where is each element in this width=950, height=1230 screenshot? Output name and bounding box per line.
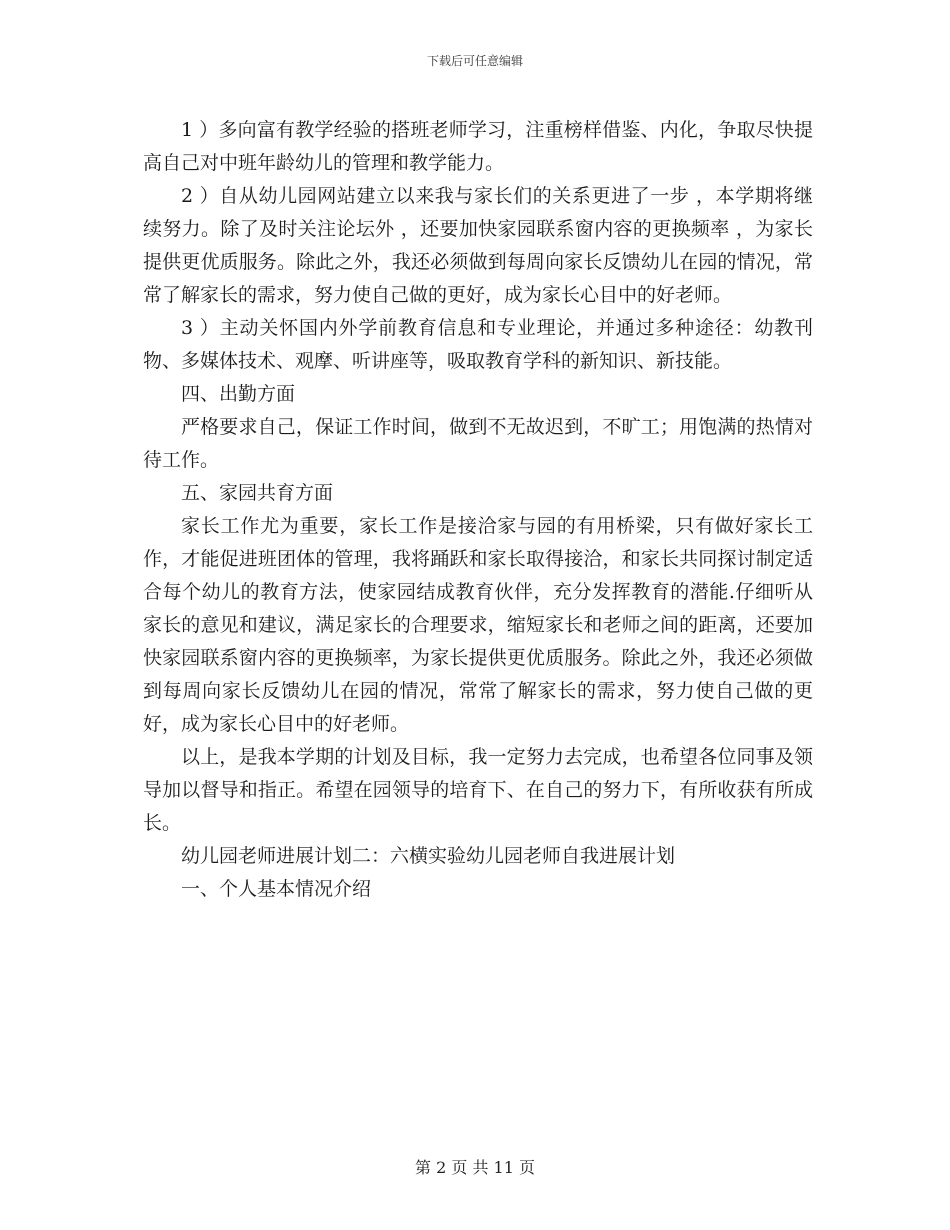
paragraph-1: 1 ）多向富有教学经验的搭班老师学习，注重榜样借鉴、内化，争取尽快提高自己对中班年龄幼儿的管理和教学能力。 bbox=[143, 119, 813, 174]
paragraph-3: 3 ）主动关怀国内外学前教育信息和专业理论，并通过多种途径：幼教刊物、多媒体技术、观摩、听讲座等，吸取教育学科的新知识、新技能。 bbox=[143, 317, 813, 372]
page-number: 第 2 页 共 11 页 bbox=[415, 1158, 535, 1177]
plan-two-title: 幼儿园老师进展计划二：六横实验幼儿园老师自我进展计划 bbox=[181, 845, 676, 867]
paragraph-2: 2 ）自从幼儿园网站建立以来我与家长们的关系更进了一步 ，本学期将继续努力。除了及时关注论坛外 ，还要加快家园联系窗内容的更换频率 ，为家长提供更优质服务。除此之外，我还必须做到每周向家长反馈幼儿在园的情况，常常了解家长的需求，努力使自己做的更好，成为家长心目中的好老师。 bbox=[143, 185, 813, 306]
paragraph-attendance: 严格要求自己，保证工作时间，做到不无故迟到，不旷工；用饱满的热情对待工作。 bbox=[143, 416, 813, 471]
section-heading-attendance: 四、出勤方面 bbox=[181, 383, 296, 405]
page-header-note: 下载后可任意编辑 bbox=[426, 54, 523, 68]
paragraph-home-school: 家长工作尤为重要，家长工作是接洽家与园的有用桥梁，只有做好家长工作，才能促进班团体的管理，我将踊跃和家长取得接洽，和家长共同探讨制定适合每个幼儿的教育方法，使家园结成教育伙伴，充分发挥教育的潜能.仔细听从家长的意见和建议，满足家长的合理要求，缩短家长和老师之间的距离，还要加快家园联系窗内容的更换频率，为家长提供更优质服务。除此之外，我还必须做到每周向家长反馈幼儿在园的情况，常常了解家长的需求，努力使自己做的更好，成为家长心目中的好老师。 bbox=[143, 515, 813, 735]
document-body bbox=[143, 114, 813, 906]
section-heading-home-school: 五、家园共育方面 bbox=[181, 482, 334, 504]
section-heading-personal-info: 一、个人基本情况介绍 bbox=[181, 878, 372, 900]
paragraph-conclusion: 以上，是我本学期的计划及目标，我一定努力去完成，也希望各位同事及领导加以督导和指正。希望在园领导的培育下、在自己的努力下，有所收获有所成长。 bbox=[143, 746, 813, 834]
